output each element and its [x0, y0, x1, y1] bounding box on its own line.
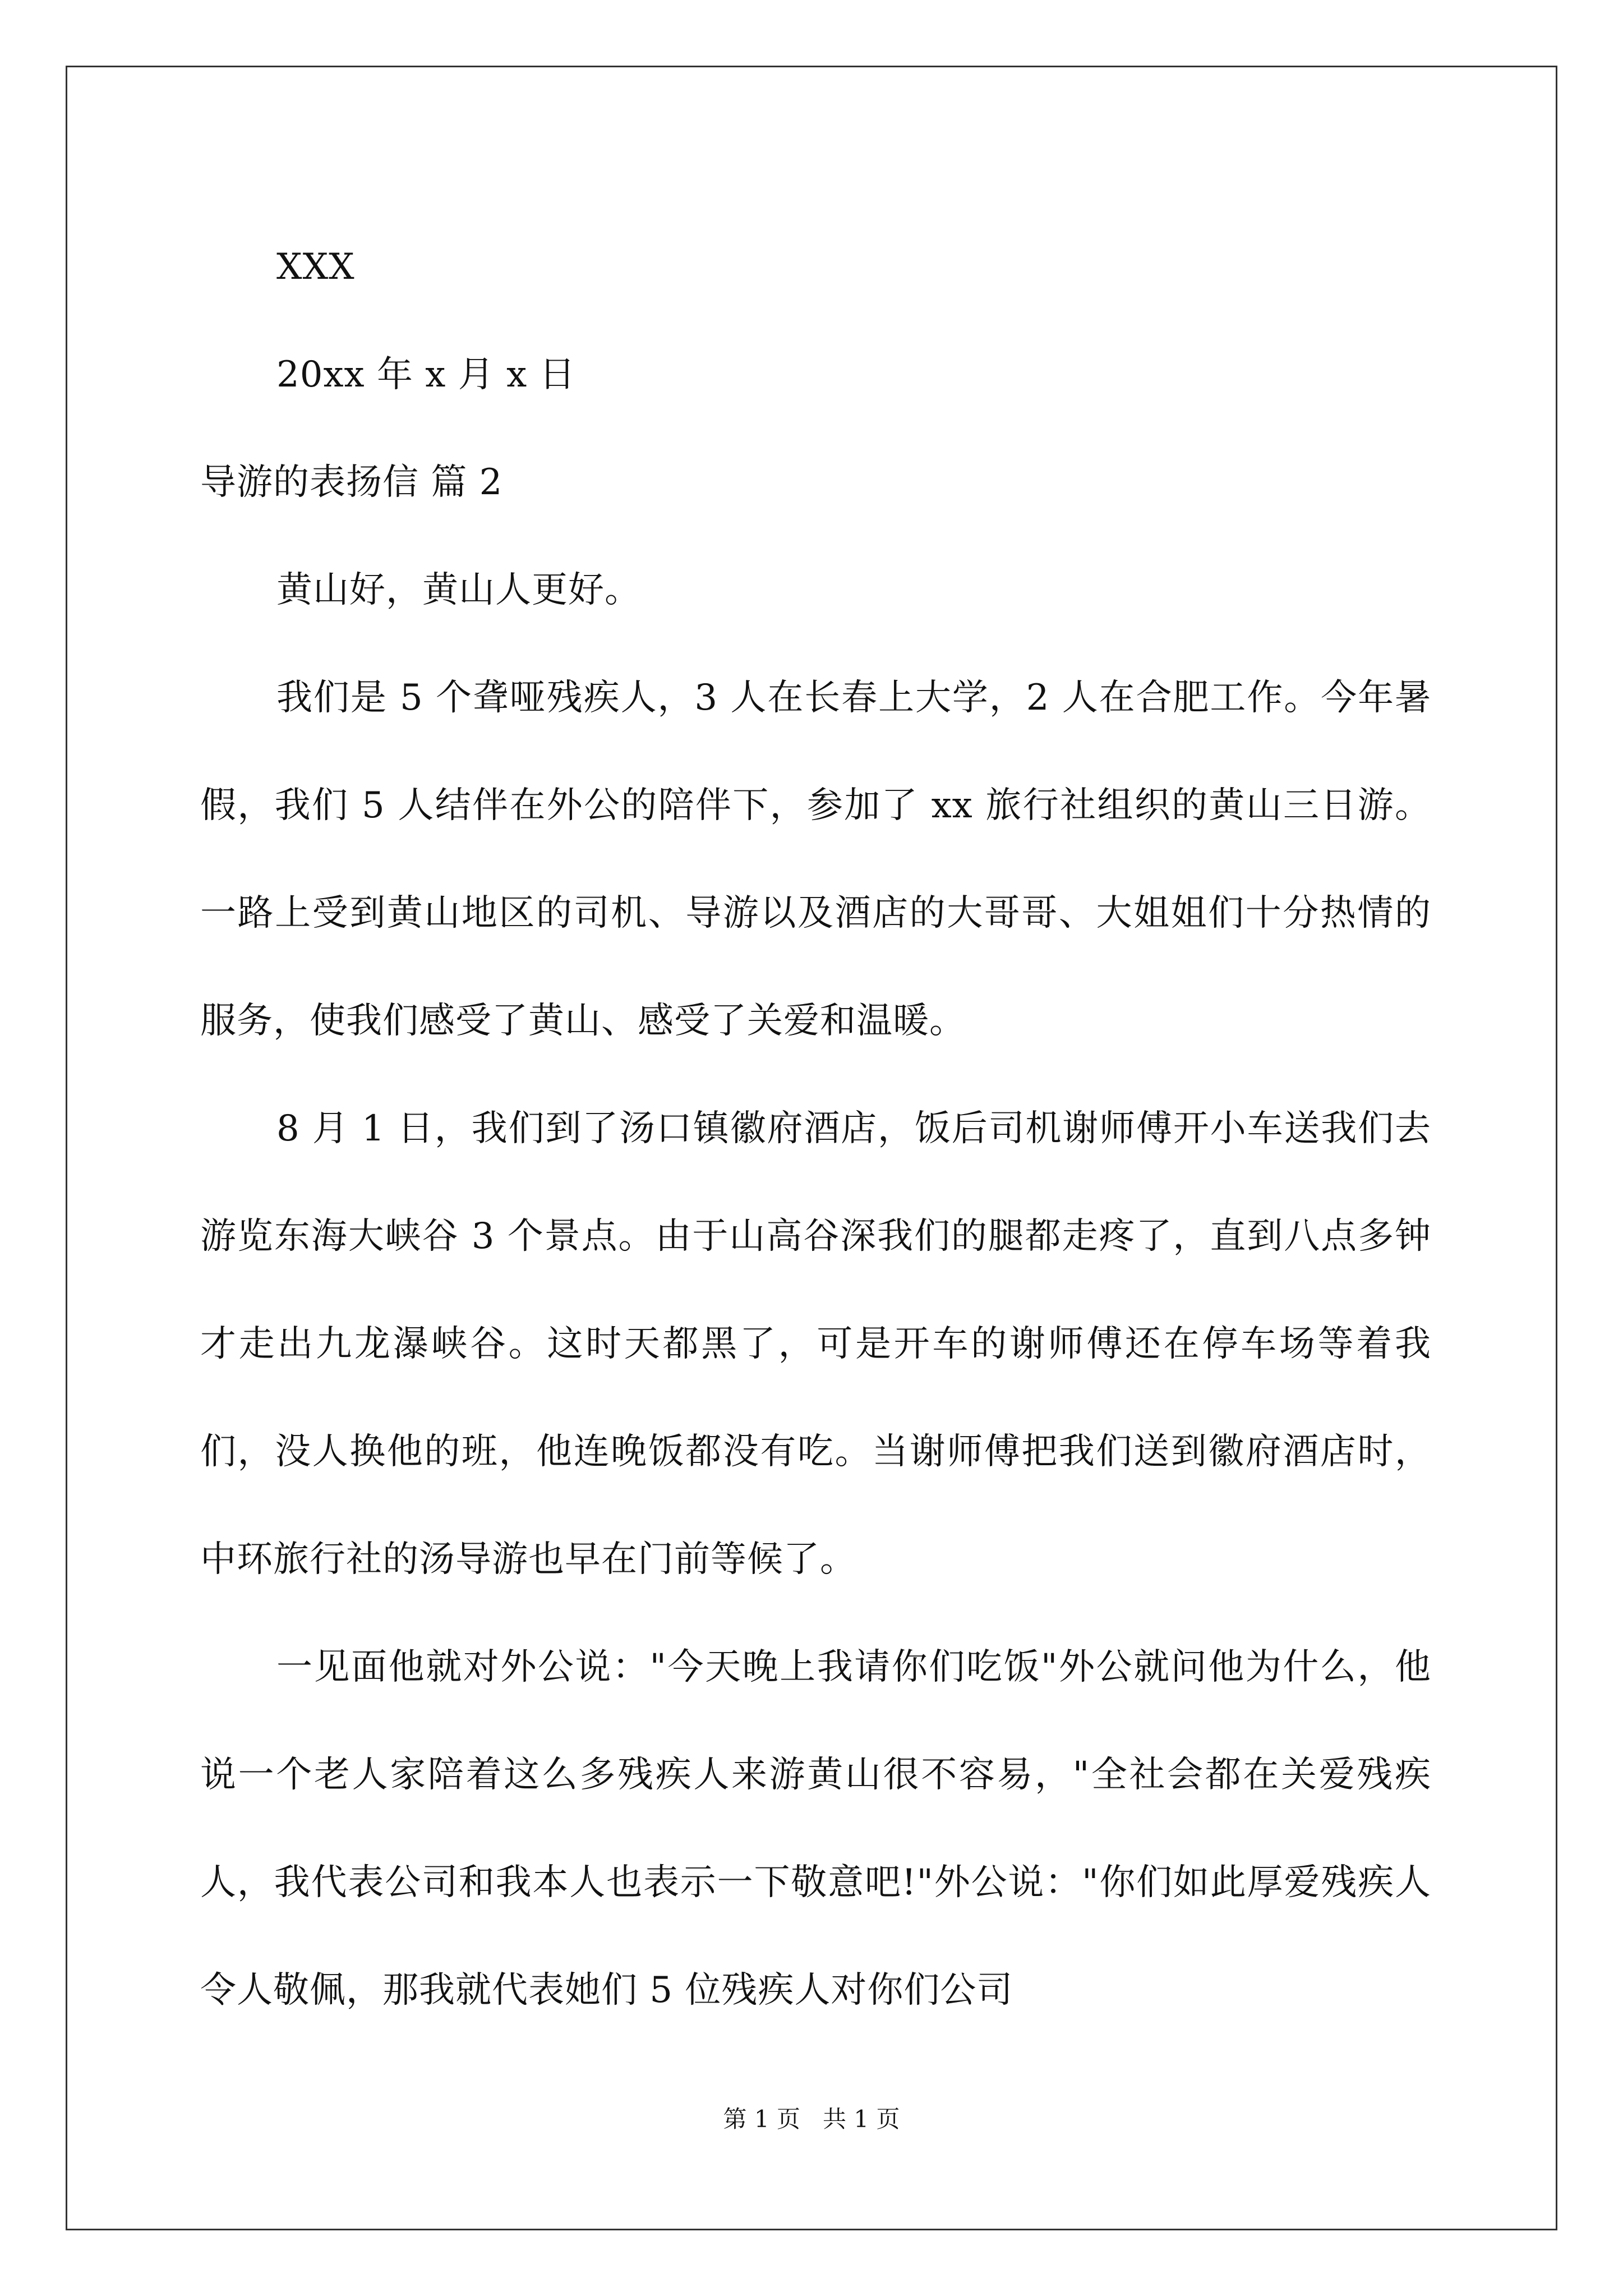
page-total: 共 1 页 [823, 2105, 900, 2133]
footer-gap [800, 2105, 823, 2133]
page-number: 第 1 页 [723, 2105, 800, 2133]
paragraph: 8 月 1 日，我们到了汤口镇徽府酒店，饭后司机谢师傅开小车送我们去游览东海大峡谷 3 个景点。由于山高谷深我们的腿都走疼了，直到八点多钟才走出九龙瀑峡谷。这时天都黑了，可是开车的谢师傅还在停车场等着我们，没人换他的班，他连晚饭都没有吃。当谢师傅把我们送到徽府酒店时，中环旅行社的汤导游也早在门前等候了。 [200, 1108, 1431, 1580]
signature: XXX [276, 246, 355, 288]
letter-date: 20xx 年 x 月 x 日 [276, 354, 576, 395]
paragraph: 一见面他就对外公说："今天晚上我请你们吃饭"外公就问他为什么，他说一个老人家陪着这么多残疾人来游黄山很不容易，"全社会都在关爱残疾人，我代表公司和我本人也表示一下敬意吧!"外公说："你们如此厚爱残疾人令人敬佩，那我就代表她们 5 位残疾人对你们公司 [200, 1646, 1431, 2011]
paragraph: 黄山好，黄山人更好。 [276, 569, 641, 611]
document-body [200, 213, 1431, 2044]
paragraph: 我们是 5 个聋哑残疾人，3 人在长春上大学，2 人在合肥工作。今年暑假，我们 5 人结伴在外公的陪伴下，参加了 xx 旅行社组织的黄山三日游。一路上受到黄山地区的司机、导游以及酒店的大哥哥、大姐姐们十分热情的服务，使我们感受了黄山、感受了关爱和温暖。 [200, 677, 1431, 1042]
section-title: 导游的表扬信 篇 2 [200, 462, 503, 503]
page-footer [0, 2102, 1623, 2136]
